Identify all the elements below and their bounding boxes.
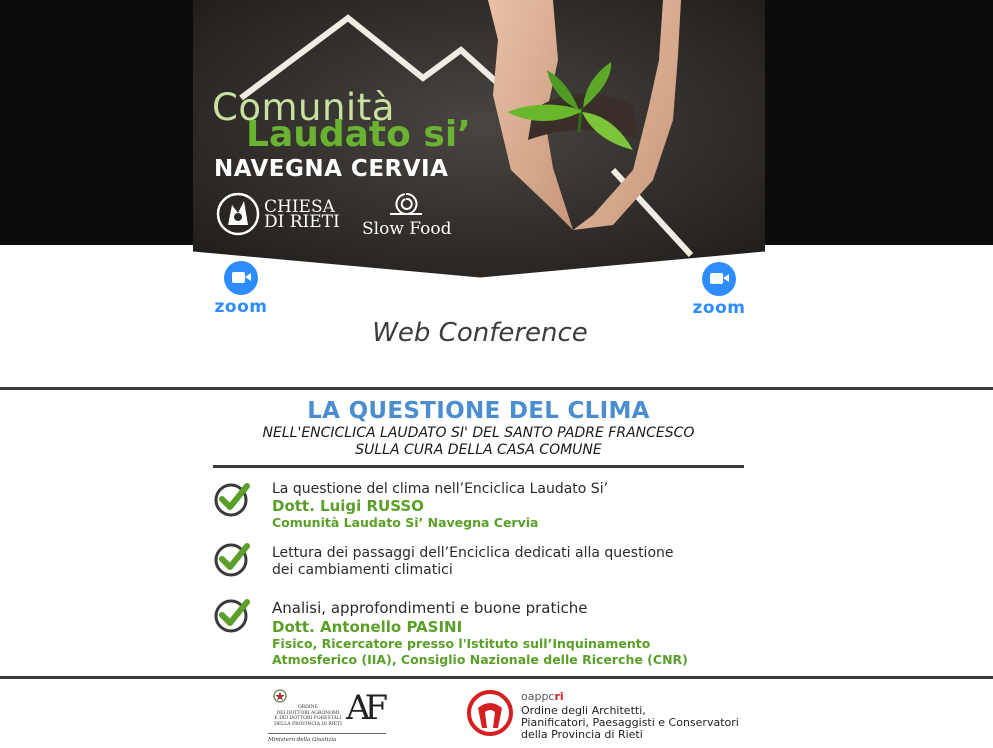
oappc-brand — [521, 690, 564, 703]
agronomi-line-3: E DEI DOTTORI FORESTALI — [274, 716, 342, 721]
agronomi-af-logo: AF — [346, 688, 383, 728]
chiesa-line-2: DI RIETI — [264, 212, 340, 232]
chiesa-di-rieti-logo-icon — [214, 191, 262, 237]
divider-bottom — [0, 676, 993, 679]
slow-food-text: Slow Food — [362, 219, 452, 239]
agenda-affiliation-3-line-1: Fisico, Ricercatore presso l'Istituto sull’Inquinamento — [272, 636, 651, 651]
banner-title-navegna-cervia: NAVEGNA CERVIA — [214, 156, 449, 182]
event-title: LA QUESTIONE DEL CLIMA — [307, 398, 650, 424]
black-side-panel-right — [765, 0, 993, 245]
agenda-topic-1: La questione del clima nell’Enciclica Laudato Si’ — [272, 481, 609, 497]
slow-food-snail-icon — [386, 190, 426, 218]
oappc-line-3: della Provincia di Rieti — [521, 728, 643, 741]
ministero-giustizia-text: Ministero della Giustizia — [268, 737, 337, 743]
banner-title-comunita: Comunità — [212, 86, 395, 129]
event-subtitle-line-2: SULLA CURA DELLA CASA COMUNE — [355, 442, 602, 458]
oappc-brand-suffix: ri — [554, 690, 564, 703]
zoom-camera-icon — [702, 262, 736, 296]
agronomi-line-4: DELLA PROVINCIA DI RIETI — [274, 721, 342, 727]
checkmark-icon — [213, 480, 251, 518]
web-conference-label: Web Conference — [372, 318, 588, 348]
event-subtitle-line-1: NELL'ENCICLICA LAUDATO SI' DEL SANTO PADRE FRANCESCO — [262, 425, 695, 441]
italian-republic-emblem-icon — [273, 689, 287, 703]
oappc-logo-icon — [465, 688, 515, 738]
agenda-speaker-3: Dott. Antonello PASINI — [272, 618, 463, 636]
agenda-topic-2-line-2: dei cambiamenti climatici — [272, 562, 453, 578]
agronomi-line-2: DEI DOTTORI AGRONOMI — [276, 710, 340, 716]
divider-top — [0, 387, 993, 390]
agronomi-divider — [268, 733, 386, 734]
divider-middle — [213, 465, 744, 468]
zoom-camera-icon — [224, 261, 258, 295]
oappc-brand-text: oappc — [521, 690, 555, 703]
oappc-line-1: Ordine degli Architetti, — [521, 704, 646, 717]
black-side-panel-left — [0, 0, 193, 245]
oappc-line-2: Pianificatori, Paesaggisti e Conservatori — [521, 716, 739, 729]
agenda-speaker-1: Dott. Luigi RUSSO — [272, 497, 424, 515]
banner-title-laudato: Laudato si’ — [246, 114, 471, 155]
agronomi-line-1: ORDINE — [297, 705, 319, 710]
checkmark-icon — [213, 596, 251, 634]
chiesa-di-rieti-text — [264, 197, 340, 232]
agenda-topic-2-line-1: Lettura dei passaggi dell’Enciclica dedicati alla questione — [272, 545, 674, 561]
zoom-logo-right — [689, 262, 749, 318]
zoom-logo-left — [211, 261, 271, 317]
zoom-label-right: zoom — [692, 298, 746, 318]
agenda-topic-3: Analisi, approfondimenti e buone pratiche — [272, 599, 588, 617]
chiesa-line-1: CHIESA — [264, 197, 335, 217]
checkmark-icon — [213, 540, 251, 578]
agronomi-order-text — [270, 705, 346, 727]
agenda-affiliation-1: Comunità Laudato Si’ Navegna Cervia — [272, 515, 539, 530]
zoom-label-left: zoom — [214, 297, 268, 317]
agenda-affiliation-3-line-2: Atmosferico (IIA), Consiglio Nazionale delle Ricerche (CNR) — [272, 652, 688, 667]
